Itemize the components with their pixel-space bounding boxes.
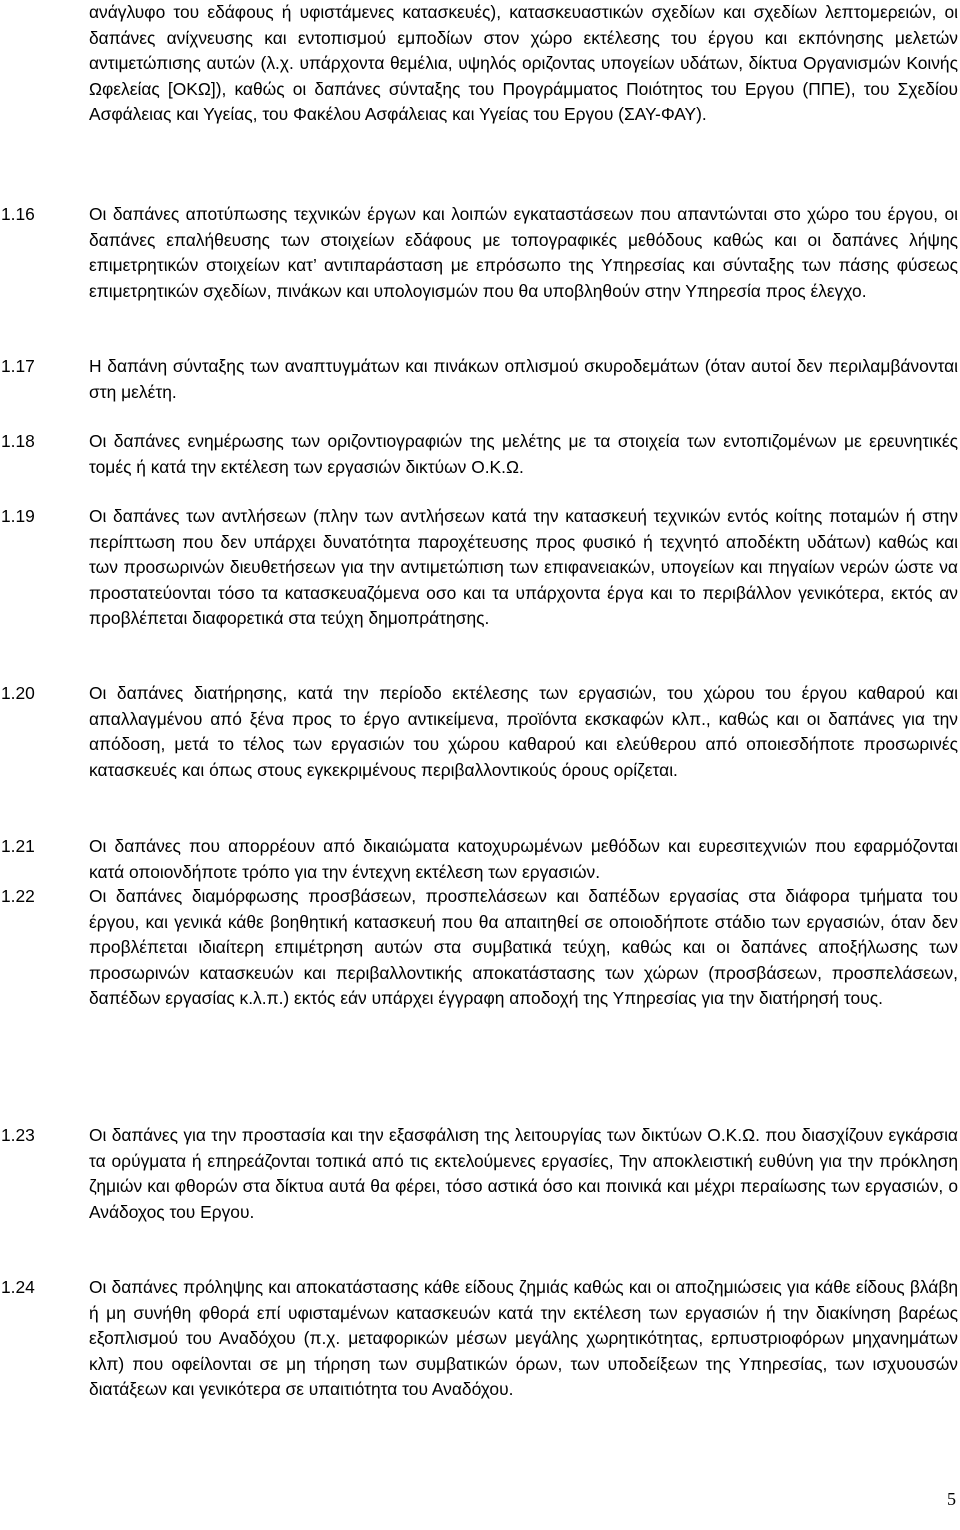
- item-text: Οι δαπάνες ενημέρωσης των οριζοντιογραφιών της μελέτης με τα στοιχεία των εντοπιζομένων με ερευνητικές τομές ή κατά την εκτέλεση των εργασιών δικτύων Ο.Κ.Ω.: [89, 431, 958, 477]
- item-number: 1.21: [1, 836, 35, 856]
- intro-paragraph: ανάγλυφο του εδάφους ή υφιστάμενες κατασκευές), κατασκευαστικών σχεδίων και σχεδίων λεπτομερειών, οι δαπάνες ανίχνευσης και εντοπισμού εμποδίων στον χώρο εκτέλεσης του έργου και εκπόνησης μελετών αντιμετώπισης αυτών (λ.χ. υπάρχοντα θεμέλια, υψηλός οριζοντας υπογείων υδάτων, δίκτυα Οργανισμών Κοινής Ωφελείας [ΟΚΩ]), καθώς οι δαπάνες σύνταξης του Προγράμματος Ποιότητος του Εργου (ΠΠΕ), του Σχεδίου Ασφάλειας και Υγείας, του Φακέλου Ασφάλειας και Υγείας του Εργου (ΣΑΥ-ΦΑΥ).: [89, 2, 958, 124]
- item-text: Οι δαπάνες πρόληψης και αποκατάστασης κάθε είδους ζημιάς καθώς και οι αποζημιώσεις για κάθε είδους βλάβη ή μη συνήθη φθορά επί υφισταμένων κατασκευών κατά την εκτέλεση των εργασιών ή την διακίνηση βαρέως εξοπλισμού του Αναδόχου (π.χ. μεταφορικών μέσων μεγάλης χωρητικότητας, ερπυστριοφόρων μηχανημάτων κλπ) που οφείλονται σε μη τήρηση των συμβατικών όρων, των υποδείξεων της Υπηρεσίας, των ισχυουσών διατάξεων και γενικότερα σε υπαιτιότητα του Αναδόχου.: [89, 1277, 958, 1399]
- item-number: 1.16: [1, 204, 35, 224]
- item-number: 1.19: [1, 506, 35, 526]
- item-text: Οι δαπάνες αποτύπωσης τεχνικών έργων και λοιπών εγκαταστάσεων που απαντώνται στο χώρο του έργου, οι δαπάνες επαλήθευσης των στοιχείων εδάφους με τοπογραφικές μεθόδους καθώς και οι δαπάνες λήψης επιμετρητικών στοιχείων κατ’ αντιπαράσταση με επρόσωπο της Υπηρεσίας και σύνταξης των πάσης φύσεως επιμετρητικών σχεδίων, πινάκων και υπολογισμών που θα υποβληθούν στην Υπηρεσία προς έλεγχο.: [89, 204, 958, 301]
- item-number: 1.18: [1, 431, 35, 451]
- item-text: Οι δαπάνες που απορρέουν από δικαιώματα κατοχυρωμένων μεθόδων και ευρεσιτεχνιών που εφαρμόζονται κατά οποιονδήποτε τρόπο για την έντεχνη εκτέλεση των εργασιών.: [89, 836, 958, 882]
- item-text: Η δαπάνη σύνταξης των αναπτυγμάτων και πινάκων οπλισμού σκυροδεμάτων (όταν αυτοί δεν περιλαμβάνονται στη μελέτη.: [89, 356, 958, 402]
- item-number: 1.22: [1, 886, 35, 906]
- item-text: Οι δαπάνες διατήρησης, κατά την περίοδο εκτέλεσης των εργασιών, του χώρου του έργου καθαρού και απαλλαγμένου από ξένα προς το έργο αντικείμενα, προϊόντα εκσκαφών κλπ., καθώς και οι δαπάνες για την απόδοση, μετά το τέλος των εργασιών του χώρου καθαρού και ελεύθερου από οποιεσδήποτε προσωρινές κατασκευές και όπως στους εγκεκριμένους περιβαλλοντικούς όρους ορίζεται.: [89, 683, 958, 780]
- item-text: Οι δαπάνες για την προστασία και την εξασφάλιση της λειτουργίας των δικτύων Ο.Κ.Ω. που διασχίζουν εγκάρσια τα ορύγματα ή επηρεάζονται τοπικά από τις εκτελούμενες εργασίες, Την αποκλειστική ευθύνη για την πρόκληση ζημιών και φθορών στα δίκτυα αυτά θα φέρει, τόσο αστικά όσο και ποινικά και μέχρι περαίωσης των εργασιών, ο Ανάδοχος του Εργου.: [89, 1125, 958, 1222]
- item-number: 1.24: [1, 1277, 35, 1297]
- page-number: 5: [947, 1489, 956, 1509]
- item-number: 1.20: [1, 683, 35, 703]
- item-number: 1.17: [1, 356, 35, 376]
- item-text: Οι δαπάνες των αντλήσεων (πλην των αντλήσεων κατά την κατασκευή τεχνικών εντός κοίτης ποταμών ή στην περίπτωση που δεν υπάρχει δυνατότητα παροχέτευσης προς φυσικό ή τεχνητό αποδέκτη υδάτων) καθώς και των προσωρινών διευθετήσεων για την αντιμετώπιση των επιφανειακών, υπογείων και πηγαίων νερών ώστε να προστατεύονται τόσο τα κατασκευαζόμενα οσο και τα υπάρχοντα έργα και το περιβάλλον γενικότερα, εκτός αν προβλέπεται διαφορετικά στα τεύχη δημοπράτησης.: [89, 506, 958, 628]
- item-text: Οι δαπάνες διαμόρφωσης προσβάσεων, προσπελάσεων και δαπέδων εργασίας στα διάφορα τμήματα του έργου, και γενικά κάθε βοηθητική κατασκευή που θα απαιτηθεί σε οποιοδήποτε στάδιο των εργασιών, όταν δεν προβλέπεται ιδιαίτερη επιμέτρηση αυτών στα συμβατικά τεύχη, καθώς και οι δαπάνες αποξήλωσης των προσωρινών κατασκευών και περιβαλλοντικής αποκατάστασης των χώρων (προσβάσεων, προσπελάσεων, δαπέδων εργασίας κ.λ.π.) εκτός εάν υπάρχει έγγραφη αποδοχή της Υπηρεσίας για την διατήρησή τους.: [89, 886, 958, 1008]
- item-number: 1.23: [1, 1125, 35, 1145]
